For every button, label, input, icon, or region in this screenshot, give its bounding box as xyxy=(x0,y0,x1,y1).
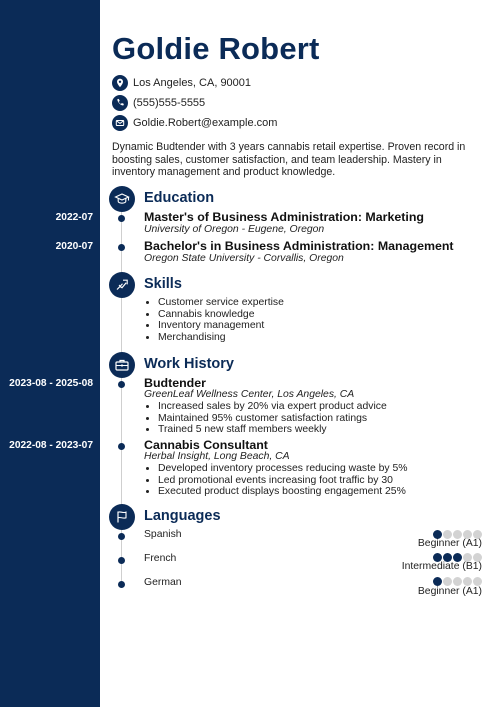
job-dates: 2023-08 - 2025-08 xyxy=(9,378,93,389)
proficiency-dot-empty xyxy=(443,577,452,586)
skills-heading: Skills xyxy=(144,276,182,292)
education-date: 2022-07 xyxy=(55,212,93,223)
job-bullet: • Led promotional events increasing foot traffic by 30 xyxy=(158,475,408,487)
professional-summary: Dynamic Budtender with 3 years cannabis retail expertise. Proven record in boosting sales, customer satisfaction, and team leadership. Mastery in inventory management and product knowledge. xyxy=(112,141,466,179)
left-sidebar xyxy=(0,0,100,707)
education-heading: Education xyxy=(144,190,215,206)
job-bullets xyxy=(144,401,387,436)
timeline-dot xyxy=(118,581,125,588)
proficiency-level: Beginner (A1) xyxy=(417,538,482,549)
candidate-name: Goldie Robert xyxy=(112,31,320,66)
proficiency-level: Beginner (A1) xyxy=(417,586,482,597)
language-name: French xyxy=(144,553,177,564)
timeline-dot xyxy=(118,244,125,251)
education-date: 2020-07 xyxy=(55,241,93,252)
timeline-dot xyxy=(118,533,125,540)
phone-icon xyxy=(112,95,128,111)
skill-item: • Customer service expertise xyxy=(158,297,284,309)
job-dates: 2022-08 - 2023-07 xyxy=(9,440,93,451)
contact-email xyxy=(112,115,277,131)
job-title: Budtender xyxy=(144,376,206,390)
language-name: Spanish xyxy=(144,529,182,540)
degree-title: Master's of Business Administration: Marketing xyxy=(144,210,424,224)
school-name: University of Oregon - Eugene, Oregon xyxy=(144,224,325,235)
skills-list xyxy=(144,297,284,343)
proficiency-dot-empty xyxy=(473,577,482,586)
timeline-dot xyxy=(118,443,125,450)
proficiency-dots xyxy=(433,577,482,586)
company-name: Herbal Insight, Long Beach, CA xyxy=(144,451,290,462)
company-name: GreenLeaf Wellness Center, Los Angeles, CA xyxy=(144,389,355,400)
envelope-icon xyxy=(112,115,128,131)
map-pin-icon xyxy=(112,75,128,91)
job-bullet: • Maintained 95% customer satisfaction ratings xyxy=(158,413,387,425)
proficiency-dot-empty xyxy=(463,577,472,586)
job-bullet: • Executed product displays boosting engagement 25% xyxy=(158,486,408,498)
job-bullet: • Developed inventory processes reducing waste by 5% xyxy=(158,463,408,475)
email-text[interactable]: Goldie.Robert@example.com xyxy=(133,117,278,129)
skill-item: • Merchandising xyxy=(158,332,284,344)
contact-location xyxy=(112,75,251,91)
location-text: Los Angeles, CA, 90001 xyxy=(133,77,252,89)
job-bullet: • Increased sales by 20% via expert product advice xyxy=(158,401,387,413)
language-name: German xyxy=(144,577,182,588)
flag-icon xyxy=(109,504,135,530)
job-bullet: • Trained 5 new staff members weekly xyxy=(158,424,387,436)
job-title: Cannabis Consultant xyxy=(144,438,268,452)
phone-text: (555)555-5555 xyxy=(133,97,206,109)
job-bullets xyxy=(144,463,408,498)
hand-with-checklist-icon xyxy=(109,272,135,298)
timeline-dot xyxy=(118,215,125,222)
graduation-cap-icon xyxy=(109,186,135,212)
work-history-heading: Work History xyxy=(144,356,234,372)
proficiency-level: Intermediate (B1) xyxy=(401,561,482,572)
proficiency-dot-empty xyxy=(453,577,462,586)
contact-phone xyxy=(112,95,205,111)
skill-item: • Inventory management xyxy=(158,320,284,332)
briefcase-icon xyxy=(109,352,135,378)
school-name: Oregon State University - Corvallis, Oregon xyxy=(144,253,344,264)
languages-heading: Languages xyxy=(144,508,221,524)
skill-item: • Cannabis knowledge xyxy=(158,309,284,321)
timeline-dot xyxy=(118,381,125,388)
proficiency-dot-filled xyxy=(433,577,442,586)
degree-title: Bachelor's in Business Administration: Management xyxy=(144,239,454,253)
timeline-dot xyxy=(118,557,125,564)
